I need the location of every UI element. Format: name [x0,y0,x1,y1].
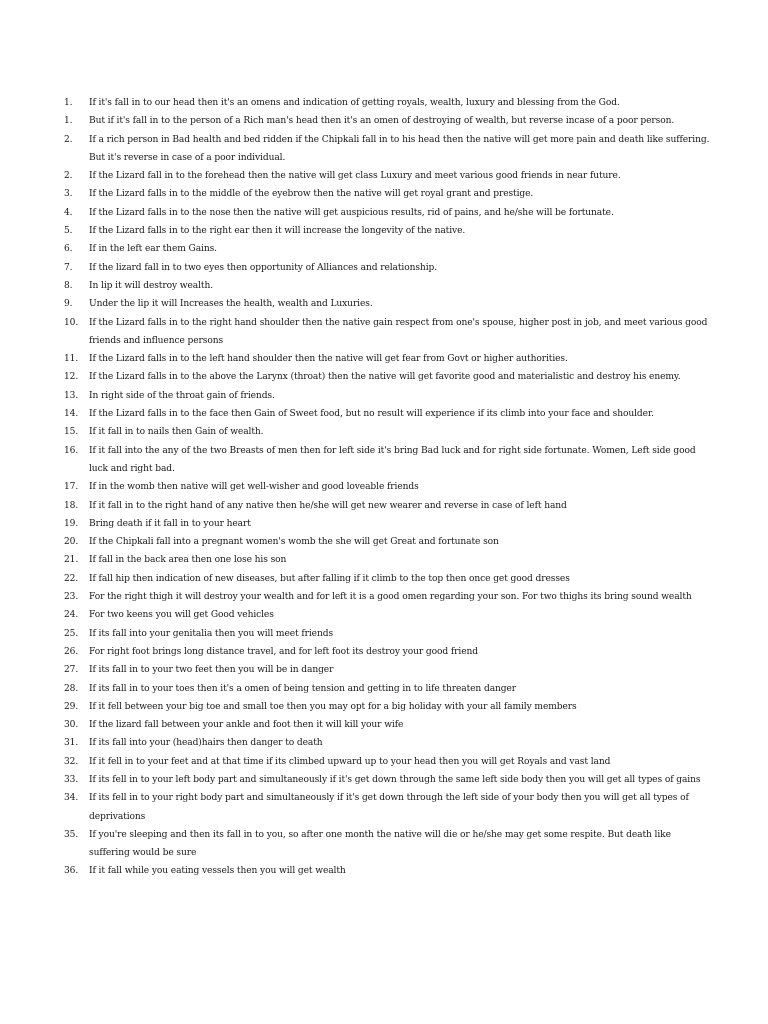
list-item [64,185,714,203]
list-item-text: For the right thigh it will destroy your wealth and for left it is a good omen regarding your son. For two thighs its bring sound wealth [89,592,692,603]
list-item-text: In right side of the throat gain of friends. [89,390,275,401]
list-item-number: 20. [64,537,79,548]
list-item [64,94,714,112]
list-item-number: 14. [64,409,79,420]
list-item [64,167,714,185]
list-item-number: 6. [64,244,73,255]
list-item-text: If it fall while you eating vessels then you will get wealth [89,866,346,877]
list-item [64,734,714,752]
list-item-number: 3. [64,189,73,200]
list-item-text: If the Lizard falls in to the right ear then it will increase the longevity of the native. [89,226,466,237]
list-item-number: 4. [64,207,73,218]
list-item [64,423,714,441]
list-item [64,606,714,624]
list-item-number: 8. [64,280,73,291]
list-item-number: 12. [64,372,79,383]
list-item [64,661,714,679]
list-item [64,588,714,606]
list-item-number: 33. [64,774,79,785]
list-item-text: Under the lip it will Increases the health, wealth and Luxuries. [89,299,373,310]
list-item [64,753,714,771]
list-item-text: If you're sleeping and then its fall in to you, so after one month the native will die or he/she may get some respite. But death like suffering would be sure [89,829,671,859]
list-item-text: If it fall into the any of the two Breasts of men then for left side it's bring Bad luck and for right side fortunate. Women, Left side good luck and right bad. [89,445,696,474]
list-item [64,295,714,313]
list-item [64,570,714,588]
list-item-text: If its fell in to your left body part and simultaneously if it's get down through the same left side body then you will get all types of gains [89,774,701,785]
list-item [64,259,714,277]
list-item [64,405,714,423]
list-item [64,789,714,826]
list-item-number: 32. [64,756,79,767]
list-item-text: If the Lizard falls in to the middle of the eyebrow then the native will get royal grant and prestige. [89,189,534,200]
list-item-number: 34. [64,793,79,804]
list-item-text: If the lizard fall in to two eyes then opportunity of Alliances and relationship. [89,262,438,273]
list-item-number: 29. [64,701,79,712]
list-item-number: 31. [64,738,79,749]
list-item-number: 24. [64,610,79,621]
list-item [64,314,714,351]
list-item-number: 17. [64,482,79,493]
list-item-text: If it fell between your big toe and small toe then you may opt for a big holiday with your all family members [89,701,577,712]
list-item-number: 13. [64,390,79,401]
list-item-number: 7. [64,262,73,273]
list-item-text: If the lizard fall between your ankle and foot then it will kill your wife [89,720,404,731]
list-item-number: 23. [64,592,79,603]
list-item-text: If it's fall in to our head then it's an omens and indication of getting royals, wealth, luxury and blessing from the God. [89,98,620,108]
list-item-text: If its fall into your (head)hairs then danger to death [89,738,323,749]
list-item-text: If in the left ear them Gains. [89,244,217,255]
list-item-text: If fall hip then indication of new diseases, but after falling if it climb to the top then once get good dresses [89,573,570,584]
list-item-text: If its fell in to your right body part and simultaneously if it's get down through the left side of your body then you will get all types of deprivations [89,793,689,822]
list-item-number: 5. [64,226,73,237]
list-item [64,222,714,240]
list-item-text: If its fall in to your toes then it's a omen of being tension and getting in to life threaten danger [89,683,517,694]
list-item-text: If it fall in to nails then Gain of wealth. [89,427,264,438]
list-item-number: 9. [64,299,73,310]
list-item-number: 35. [64,829,79,840]
list-item [64,771,714,789]
list-item-text: If the Lizard falls in to the left hand shoulder then the native will get fear from Govt or higher authorities. [89,354,568,365]
list-item [64,643,714,661]
list-item-number: 2. [64,134,73,145]
list-item [64,497,714,515]
list-item-text: But if it's fall in to the person of a Rich man's head then it's an omen of destroying of wealth, but reverse incase of a poor person. [89,116,675,127]
list-item-text: For right foot brings long distance travel, and for left foot its destroy your good friend [89,646,478,657]
list-item [64,533,714,551]
list-item [64,387,714,405]
list-item-text: In lip it will destroy wealth. [89,280,213,291]
list-item-number: 30. [64,720,79,731]
list-item-text: If it fell in to your feet and at that time if its climbed upward up to your head then you will get Royals and vast land [89,756,611,767]
list-item-text: For two keens you will get Good vehicles [89,610,274,621]
numbered-list [64,94,714,881]
list-item-text: If the Lizard falls in to the face then Gain of Sweet food, but no result will experience if its climb into your face and shoulder. [89,409,654,420]
list-item-text: If the Chipkali fall into a pregnant women's womb the she will get Great and fortunate son [89,537,499,548]
list-item-text: If in the womb then native will get well-wisher and good loveable friends [89,482,419,493]
list-item [64,625,714,643]
list-item [64,368,714,386]
list-item-number: 1. [64,116,73,127]
list-item-number: 36. [64,866,79,877]
list-item-number: 18. [64,500,79,511]
list-item [64,515,714,533]
list-item [64,240,714,258]
list-item-text: If the Lizard falls in to the nose then the native will get auspicious results, rid of pains, and he/she will be fortunate. [89,207,614,218]
list-item [64,716,714,734]
list-item-number: 2. [64,171,73,182]
list-item-text: If the Lizard falls in to the above the Larynx (throat) then the native will get favorite good and materialistic and destroy his enemy. [89,372,681,383]
list-item-text: If its fall in to your two feet then you will be in danger [89,665,334,676]
list-item-text: If fall in the back area then one lose his son [89,555,287,566]
list-item-text: If its fall into your genitalia then you will meet friends [89,628,334,639]
list-item [64,551,714,569]
list-item-number: 28. [64,683,79,694]
list-item [64,442,714,479]
list-item-text: If the Lizard falls in to the right hand shoulder then the native gain respect from one's spouse, higher post in job, and meet various good friends and influence persons [89,317,708,346]
list-item-text: If it fall in to the right hand of any native then he/she will get new wearer and reverse in case of left hand [89,500,567,511]
list-item-text: If the Lizard fall in to the forehead then the native will get class Luxury and meet various good friends in near future. [89,171,621,182]
list-item-number: 19. [64,518,79,529]
list-item-number: 10. [64,317,79,328]
list-item-number: 26. [64,646,79,657]
list-item [64,698,714,716]
list-item [64,826,714,863]
list-item-number: 21. [64,555,79,566]
list-item-number: 1. [64,98,73,108]
list-item [64,112,714,130]
list-item [64,131,714,168]
list-item-number: 25. [64,628,79,639]
list-item [64,862,714,880]
list-item-number: 16. [64,445,79,456]
list-item [64,204,714,222]
list-item [64,478,714,496]
list-item-number: 22. [64,573,79,584]
list-item [64,350,714,368]
list-item-text: Bring death if it fall in to your heart [89,518,251,529]
list-item-number: 15. [64,427,79,438]
list-item-number: 11. [64,354,79,365]
list-item [64,680,714,698]
list-item [64,277,714,295]
list-item-number: 27. [64,665,79,676]
list-item-text: If a rich person in Bad health and bed ridden if the Chipkali fall in to his head then the native will get more pain and death like suffering. But it's reverse in case of a poor individual. [89,134,710,163]
